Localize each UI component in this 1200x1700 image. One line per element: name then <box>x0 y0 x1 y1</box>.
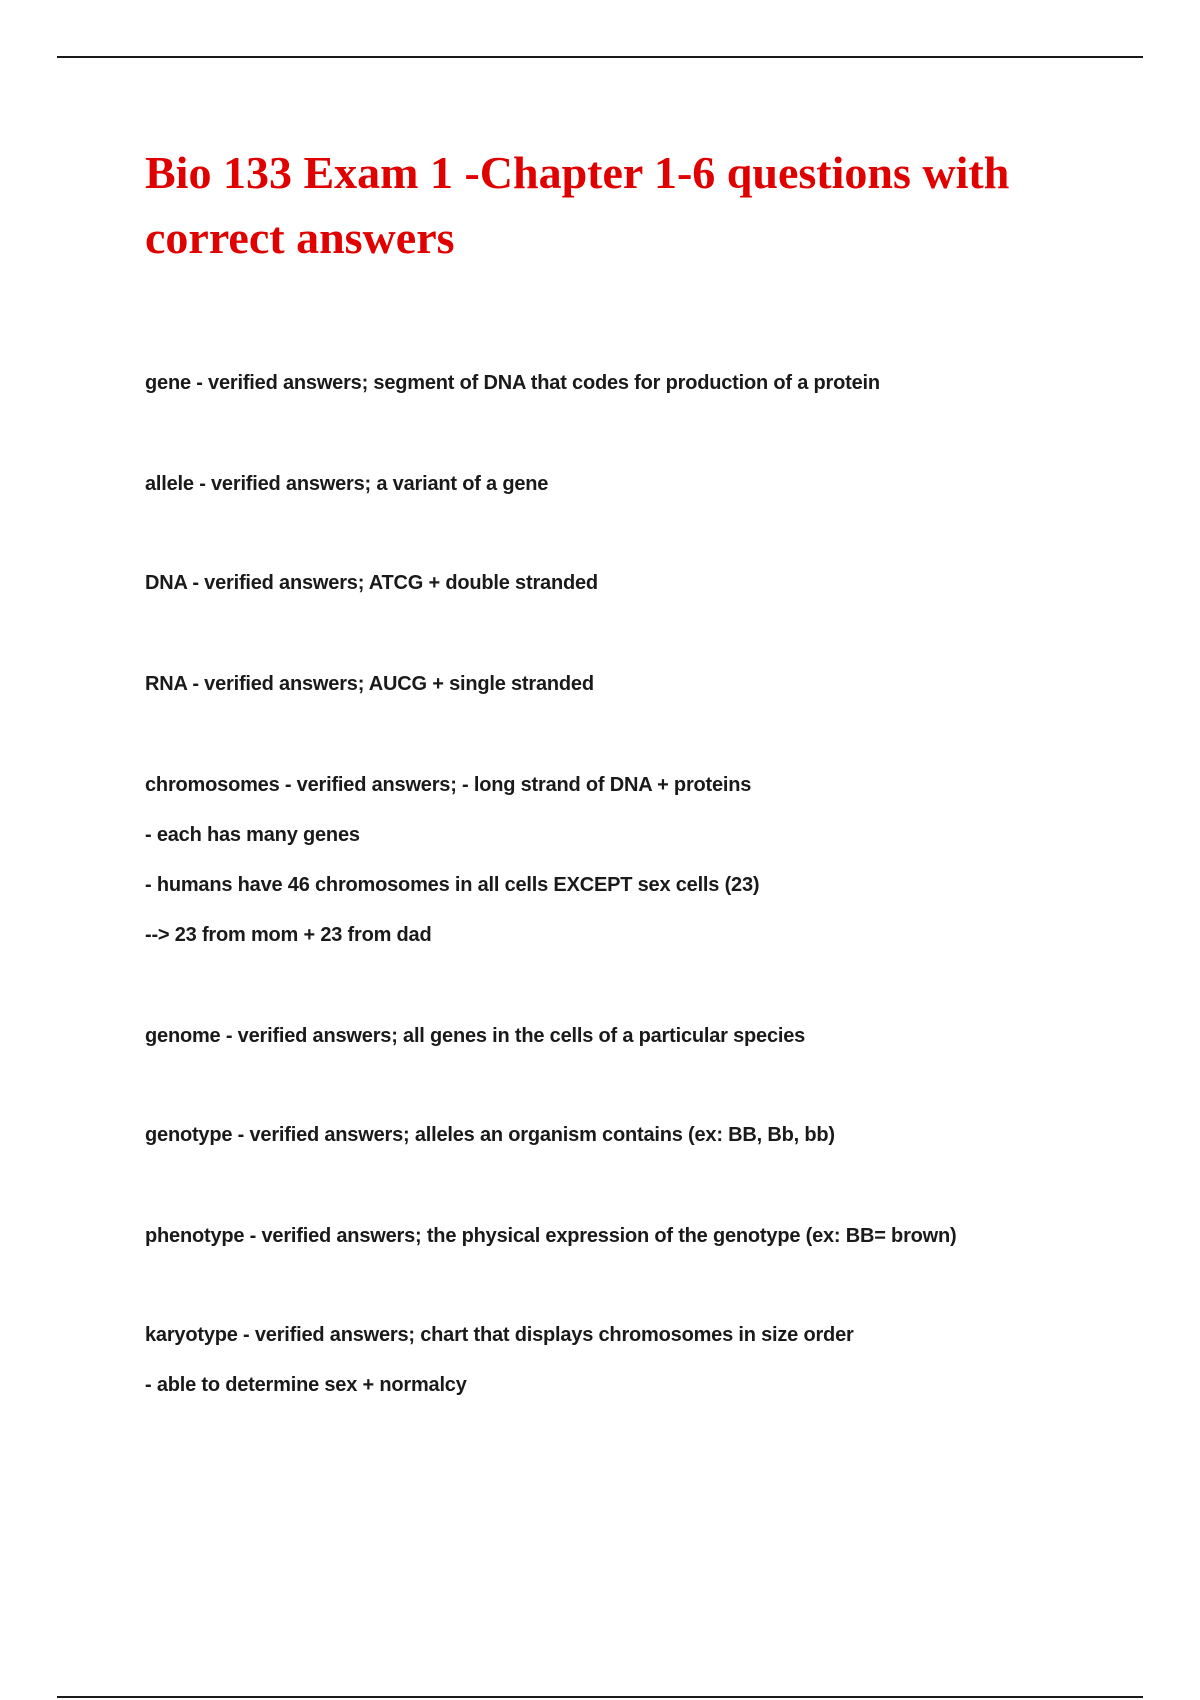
entry-line: --> 23 from mom + 23 from dad <box>145 924 432 946</box>
entry-genotype <box>145 1122 1105 1148</box>
entry-line: karyotype - verified answers; chart that displays chromosomes in size order <box>145 1324 854 1346</box>
entry-line: chromosomes - verified answers; - long strand of DNA + proteins <box>145 774 752 796</box>
entry-line: - able to determine sex + normalcy <box>145 1374 467 1396</box>
document-title: Bio 133 Exam 1 -Chapter 1-6 questions with correct answers <box>145 147 1010 263</box>
entry-gene <box>145 370 1105 396</box>
entry-karyotype <box>145 1322 1105 1398</box>
entry-rna <box>145 671 1105 697</box>
entry-line: allele - verified answers; a variant of a gene <box>145 473 549 495</box>
entry-line: gene - verified answers; segment of DNA that codes for production of a protein <box>145 372 880 394</box>
entry-dna <box>145 570 1105 596</box>
entry-line: - humans have 46 chromosomes in all cells EXCEPT sex cells (23) <box>145 874 760 896</box>
entry-line: RNA - verified answers; AUCG + single stranded <box>145 673 594 695</box>
bottom-rule <box>57 1696 1143 1698</box>
entry-line: genome - verified answers; all genes in the cells of a particular species <box>145 1025 806 1047</box>
entry-line: DNA - verified answers; ATCG + double stranded <box>145 572 598 594</box>
top-rule <box>57 56 1143 58</box>
entry-line: genotype - verified answers; alleles an organism contains (ex: BB, Bb, bb) <box>145 1124 835 1146</box>
entry-chromosomes <box>145 772 1105 948</box>
entry-genome <box>145 1023 1105 1049</box>
entry-list <box>145 370 1105 1398</box>
entry-phenotype <box>145 1223 1105 1249</box>
entry-allele <box>145 471 1105 497</box>
entry-line: - each has many genes <box>145 824 360 846</box>
entry-line: phenotype - verified answers; the physical expression of the genotype (ex: BB= brown) <box>145 1225 957 1247</box>
